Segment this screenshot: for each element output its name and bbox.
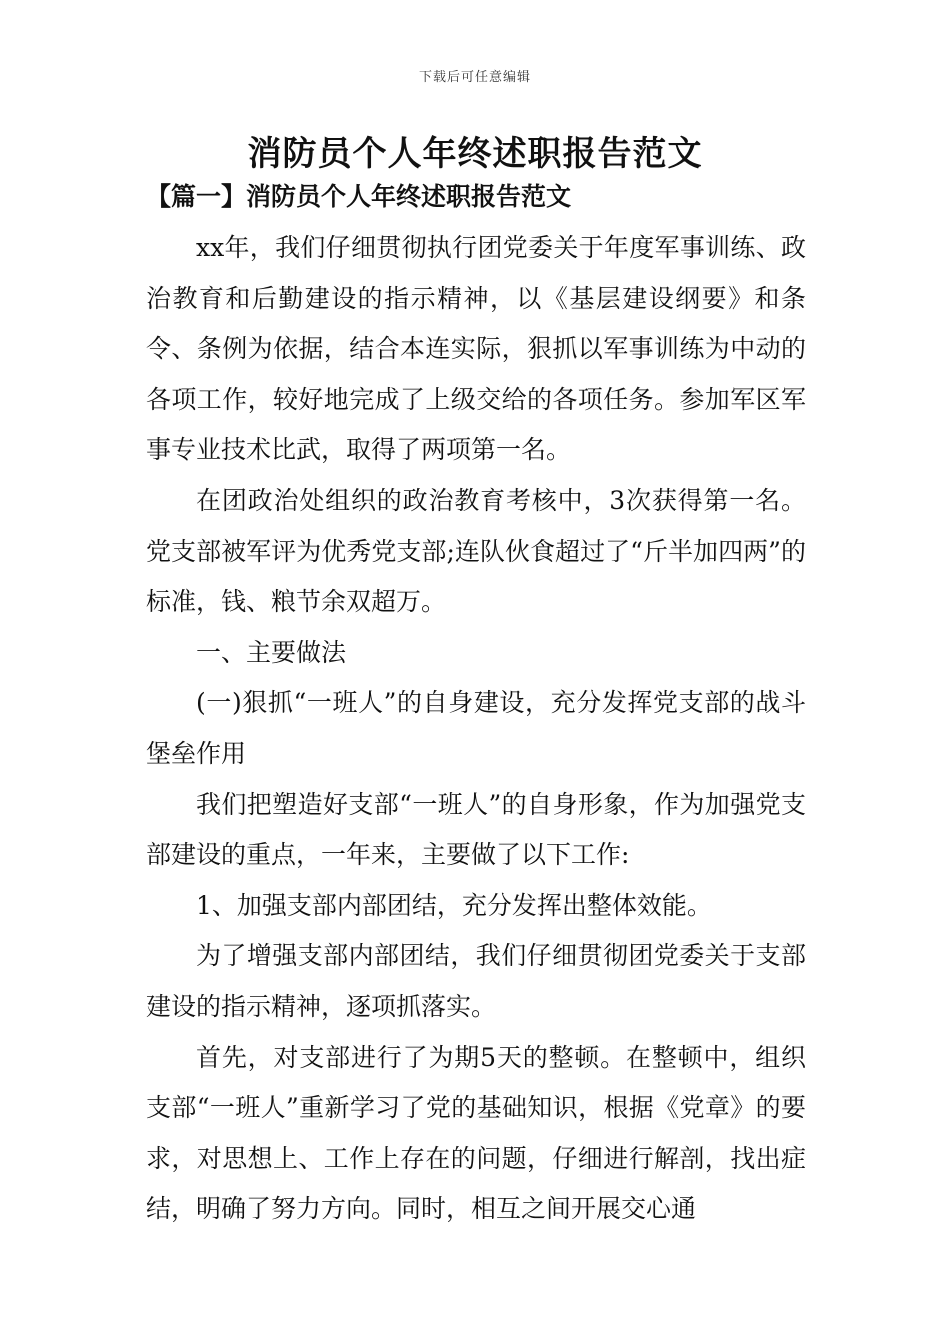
list-item: 1、加强支部内部团结，充分发挥出整体效能。: [196, 890, 712, 920]
subsection-heading: 一、主要做法: [196, 637, 347, 667]
section-heading: 【篇一】消防员个人年终述职报告范文: [146, 182, 572, 211]
document-title: 消防员个人年终述职报告范文: [247, 134, 703, 174]
paragraph: xx年，我们仔细贯彻执行团党委关于年度军事训练、政治教育和后勤建设的指示精神，以《基层建设纲要》和条令、条例为依据，结合本连实际，狠抓以军事训练为中动的各项工作，较好地完成了上级交给的各项任务。参加军区军事专业技术比武，取得了两项第一名。: [146, 233, 806, 465]
paragraph: 为了增强支部内部团结，我们仔细贯彻团党委关于支部建设的指示精神，逐项抓落实。: [146, 941, 806, 1021]
paragraph: 首先，对支部进行了为期5天的整顿。在整顿中，组织支部“一班人”重新学习了党的基础知识，根据《党章》的要求，对思想上、工作上存在的问题，仔细进行解剖，找出症结，明确了努力方向。同时，相互之间开展交心通: [146, 1042, 806, 1224]
paragraph: 我们把塑造好支部“一班人”的自身形象，作为加强党支部建设的重点，一年来，主要做了以下工作:: [146, 789, 806, 870]
document-body: [146, 223, 806, 1235]
paragraph: 在团政治处组织的政治教育考核中，3次获得第一名。党支部被军评为优秀党支部;连队伙食超过了“斤半加四两”的标准，钱、粮节余双超万。: [146, 485, 806, 617]
subsection-heading: (一)狠抓“一班人”的自身建设，充分发挥党支部的战斗堡垒作用: [146, 688, 806, 768]
header-note: 下载后可任意编辑: [418, 70, 531, 85]
